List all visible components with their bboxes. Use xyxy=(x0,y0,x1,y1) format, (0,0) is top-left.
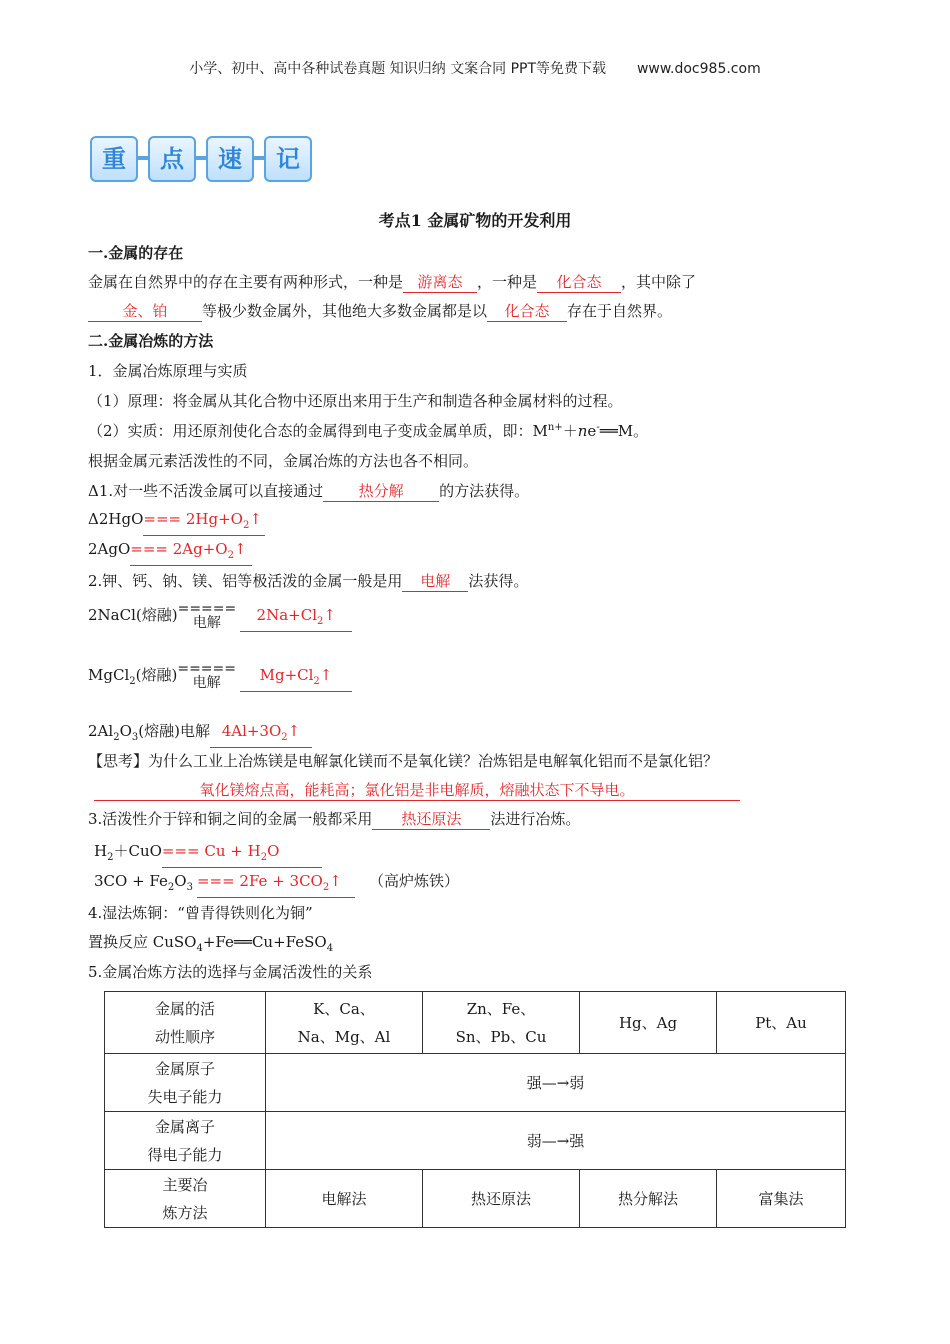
triangle-icon: Δ xyxy=(88,510,99,528)
table-cell: Pt、Au xyxy=(717,992,846,1054)
table-cell: 金属离子 得电子能力 xyxy=(105,1112,266,1170)
section-heading-2: 二.金属冶炼的方法 xyxy=(88,332,214,350)
table-cell: 弱—→强 xyxy=(266,1112,846,1170)
table-cell: Hg、Ag xyxy=(580,992,717,1054)
table-cell: 主要冶 炼方法 xyxy=(105,1170,266,1228)
table-cell: 金属的活 动性顺序 xyxy=(105,992,266,1054)
table-cell: 热分解法 xyxy=(580,1170,717,1228)
page-header xyxy=(0,58,950,78)
paragraph: 根据金属元素活泼性的不同，金属冶炼的方法也各不相同。 xyxy=(88,452,479,470)
answer-blank: 化合态 xyxy=(487,300,567,322)
equation-mgcl2: MgCl$_2$(熔融)===== 电解 $Mg+Cl_2↑$ xyxy=(88,662,352,692)
table-cell: K、Ca、 Na、Mg、Al xyxy=(266,992,423,1054)
table-cell: 金属原子 失电子能力 xyxy=(105,1054,266,1112)
equation-h2-cuo: $H_2+CuO=== Cu + H_2O$ xyxy=(94,840,322,868)
equation-cuso4-fe: 置换反应 CuSO$_4$+Fe══Cu+FeSO$_4$ xyxy=(88,933,334,954)
answer-blank: 化合态 xyxy=(537,271,621,293)
method-3-line: 3.活泼性介于锌和铜之间的金属一般都采用 热还原法 法进行冶炼。 xyxy=(88,810,581,828)
header-left-text: 小学、初中、高中各种试卷真题 知识归纳 文案合同 PPT等免费下载 xyxy=(189,61,607,77)
equation-al2o3: $2Al_2O_3$(熔融)电解 $4Al+3O_2↑$ xyxy=(88,720,312,748)
banner-char: 点 xyxy=(148,136,196,182)
think-answer: 氧化镁熔点高，能耗高；氯化铝是非电解质，熔融状态下不导电。 xyxy=(94,779,740,801)
table-row xyxy=(105,1054,846,1112)
banner-char: 重 xyxy=(90,136,138,182)
table-cell: 富集法 xyxy=(717,1170,846,1228)
table-cell: 热还原法 xyxy=(423,1170,580,1228)
paragraph: 1．金属冶炼原理与实质 xyxy=(88,362,248,380)
table-row xyxy=(105,1112,846,1170)
table-row xyxy=(105,1170,846,1228)
method-4-line: 4.湿法炼铜：“曾青得铁则化为铜” xyxy=(88,904,313,922)
banner-char: 记 xyxy=(264,136,312,182)
paragraph-existence-line1: 金属在自然界中的存在主要有两种形式，一种是 游离态 ，一种是 化合态 ，其中除了 xyxy=(88,273,697,291)
think-question: 【思考】为什么工业上冶炼镁是电解氯化镁而不是氧化镁？冶炼铝是电解氧化铝而不是氯化铝？ xyxy=(88,752,719,770)
equation-co-fe2o3: $3CO + Fe_2O_3$ === $2Fe + 3CO_2↑$ （高炉炼铁） xyxy=(94,870,459,898)
table-cell: 电解法 xyxy=(266,1170,423,1228)
equation-ago: $2AgO=== 2Ag+O_2↑$ xyxy=(88,540,252,566)
answer-blank: 热还原法 xyxy=(372,808,490,830)
section-heading-1: 一.金属的存在 xyxy=(88,244,184,262)
method-1-line: Δ1.对一些不活泼金属可以直接通过 热分解 的方法获得。 xyxy=(88,482,530,500)
answer-blank: 热分解 xyxy=(323,480,439,502)
metal-activity-table xyxy=(104,991,846,1228)
banner-char: 速 xyxy=(206,136,254,182)
page-title: 考点1 金属矿物的开发利用 xyxy=(378,211,572,230)
equation-hgo: $\Delta 2HgO=== 2Hg+O_2↑$ xyxy=(88,510,265,536)
table-cell: Zn、Fe、 Sn、Pb、Cu xyxy=(423,992,580,1054)
method-2-line: 2.钾、钙、钠、镁、铝等极活泼的金属一般是用 电解 法获得。 xyxy=(88,572,529,590)
paragraph-essence: （2）实质：用还原剂使化合态的金属得到电子变成金属单质，即：$M^{n+}+ne^-══M$。 xyxy=(88,422,649,440)
triangle-icon: Δ xyxy=(88,482,99,500)
header-website[interactable]: www.doc985.com xyxy=(636,61,761,77)
equation-nacl: 2NaCl(熔融)===== 电解 $2Na+Cl_2↑$ xyxy=(88,602,352,632)
answer-blank: 电解 xyxy=(402,570,468,592)
table-cell: 强—→弱 xyxy=(266,1054,846,1112)
paragraph-existence-line2: 金、铂 等极少数金属外，其他绝大多数金属都是以 化合态 存在于自然界。 xyxy=(88,300,672,322)
paragraph: （1）原理：将金属从其化合物中还原出来用于生产和制造各种金属材料的过程。 xyxy=(88,392,623,410)
table-row xyxy=(105,992,846,1054)
answer-blank: 金、铂 xyxy=(88,300,202,322)
method-5-line: 5.金属冶炼方法的选择与金属活泼性的关系 xyxy=(88,963,373,981)
answer-blank: 游离态 xyxy=(403,271,477,293)
